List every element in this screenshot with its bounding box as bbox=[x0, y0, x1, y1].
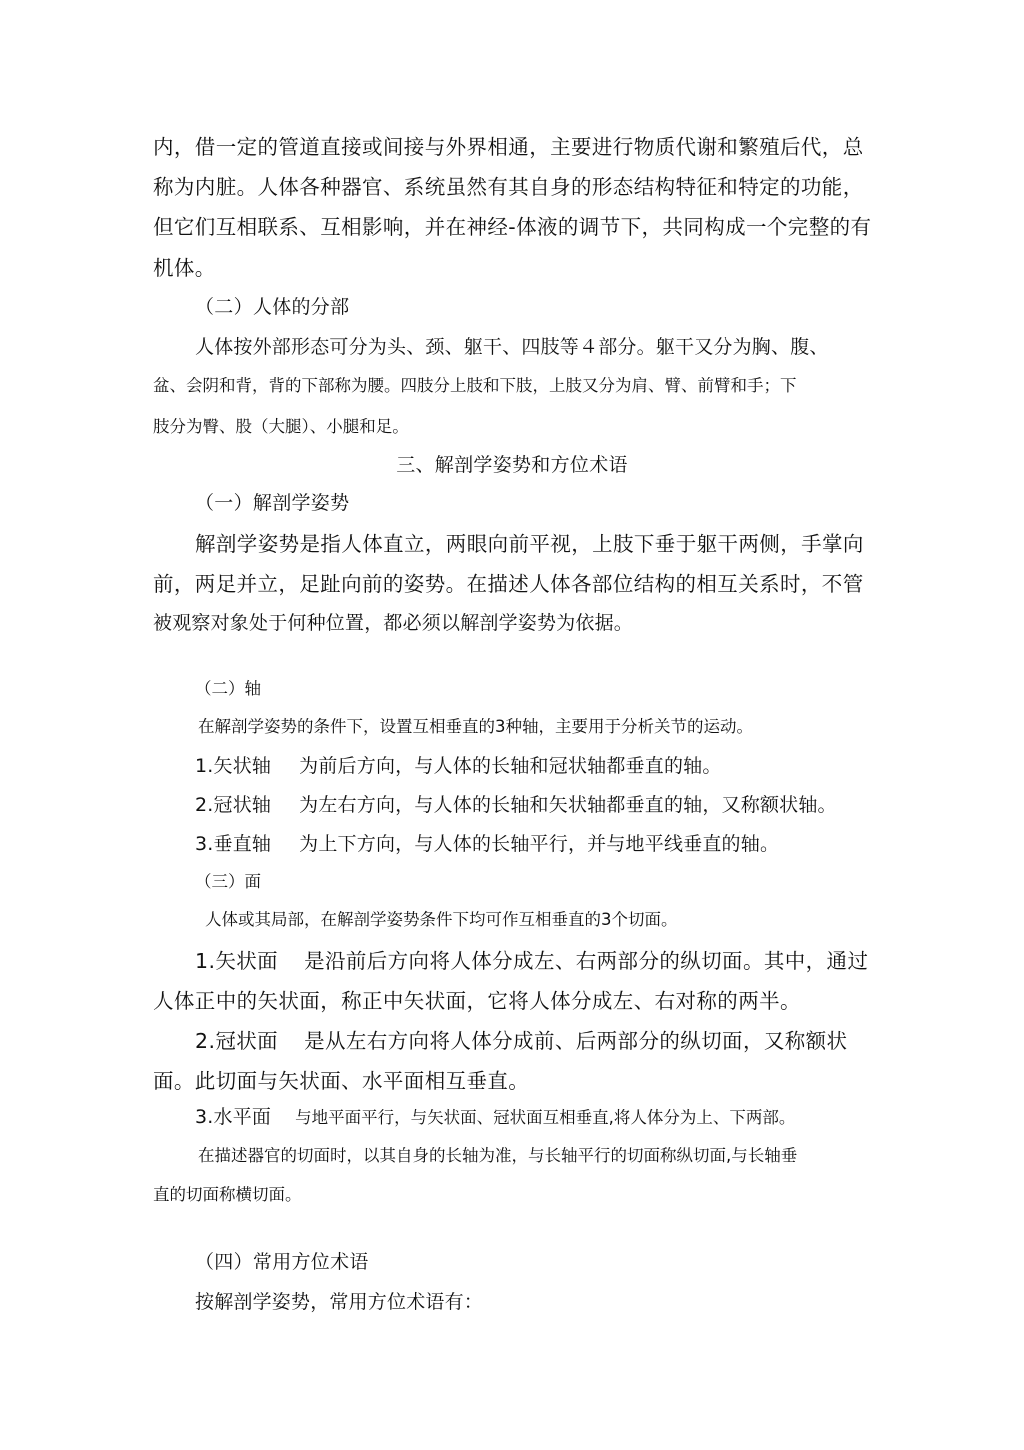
section-heading: （三）面 bbox=[195, 872, 261, 891]
plane-item-continuation: 人体正中的矢状面，称正中矢状面，它将人体分成左、右对称的两半。 bbox=[153, 989, 801, 1013]
axis-term: 3.垂直轴 bbox=[195, 833, 272, 855]
paragraph-line: 直的切面称横切面。 bbox=[153, 1185, 302, 1204]
plane-term: 3.水平面 bbox=[195, 1106, 272, 1128]
section-heading: （二）轴 bbox=[195, 679, 261, 698]
section-intro: 人体或其局部，在解剖学姿势条件下均可作互相垂直的3个切面。 bbox=[205, 910, 678, 929]
paragraph-line: 肢分为臀、股（大腿）、小腿和足。 bbox=[153, 417, 409, 436]
section-heading: （二）人体的分部 bbox=[195, 296, 350, 318]
paragraph-line: 被观察对象处于何种位置，都必须以解剖学姿势为依据。 bbox=[153, 612, 634, 634]
paragraph-line: 内，借一定的管道直接或间接与外界相通，主要进行物质代谢和繁殖后代，总 bbox=[153, 135, 864, 159]
paragraph-line: 但它们互相联系、互相影响，并在神经-体液的调节下，共同构成一个完整的有 bbox=[153, 215, 872, 239]
paragraph-line: 前，两足并立，足趾向前的姿势。在描述人体各部位结构的相互关系时，不管 bbox=[153, 572, 864, 596]
plane-desc: 与地平面平行，与矢状面、冠状面互相垂直,将人体分为上、下两部。 bbox=[295, 1108, 796, 1127]
section-intro: 在解剖学姿势的条件下，设置互相垂直的3种轴，主要用于分析关节的运动。 bbox=[198, 717, 753, 736]
paragraph-line: 称为内脏。人体各种器官、系统虽然有其自身的形态结构特征和特定的功能， bbox=[153, 175, 864, 199]
section-heading: （一）解剖学姿势 bbox=[195, 492, 350, 514]
chapter-title: 三、解剖学姿势和方位术语 bbox=[396, 454, 628, 476]
plane-item-continuation: 面。此切面与矢状面、水平面相互垂直。 bbox=[153, 1069, 530, 1093]
axis-term: 1.矢状轴 bbox=[195, 755, 272, 777]
axis-item bbox=[195, 757, 722, 776]
plane-item bbox=[195, 1108, 795, 1127]
axis-item bbox=[195, 835, 779, 854]
plane-term: 1.矢状面 bbox=[195, 949, 279, 973]
paragraph-line: 人体按外部形态可分为头、颈、躯干、四肢等４部分。躯干又分为胸、腹、 bbox=[195, 336, 829, 358]
section-heading: （四）常用方位术语 bbox=[195, 1251, 369, 1273]
axis-term: 2.冠状轴 bbox=[195, 794, 272, 816]
paragraph-line: 解剖学姿势是指人体直立，两眼向前平视，上肢下垂于躯干两侧，手掌向 bbox=[195, 532, 864, 556]
plane-item bbox=[195, 951, 868, 972]
plane-desc: 是沿前后方向将人体分成左、右两部分的纵切面。其中，通过 bbox=[304, 949, 869, 973]
paragraph-line: 在描述器官的切面时，以其自身的长轴为准，与长轴平行的切面称纵切面,与长轴垂 bbox=[198, 1146, 798, 1165]
paragraph-line: 机体。 bbox=[153, 256, 216, 280]
plane-item bbox=[195, 1031, 847, 1052]
axis-desc: 为前后方向，与人体的长轴和冠状轴都垂直的轴。 bbox=[299, 755, 722, 777]
axis-item bbox=[195, 796, 837, 815]
axis-desc: 为左右方向，与人体的长轴和矢状轴都垂直的轴，又称额状轴。 bbox=[299, 794, 837, 816]
paragraph-line: 盆、会阴和背，背的下部称为腰。四肢分上肢和下肢，上肢又分为肩、臂、前臂和手；下 bbox=[153, 376, 797, 395]
section-intro: 按解剖学姿势，常用方位术语有： bbox=[195, 1291, 484, 1313]
plane-desc: 是从左右方向将人体分成前、后两部分的纵切面，又称额状 bbox=[304, 1029, 848, 1053]
axis-desc: 为上下方向，与人体的长轴平行，并与地平线垂直的轴。 bbox=[299, 833, 780, 855]
plane-term: 2.冠状面 bbox=[195, 1029, 279, 1053]
